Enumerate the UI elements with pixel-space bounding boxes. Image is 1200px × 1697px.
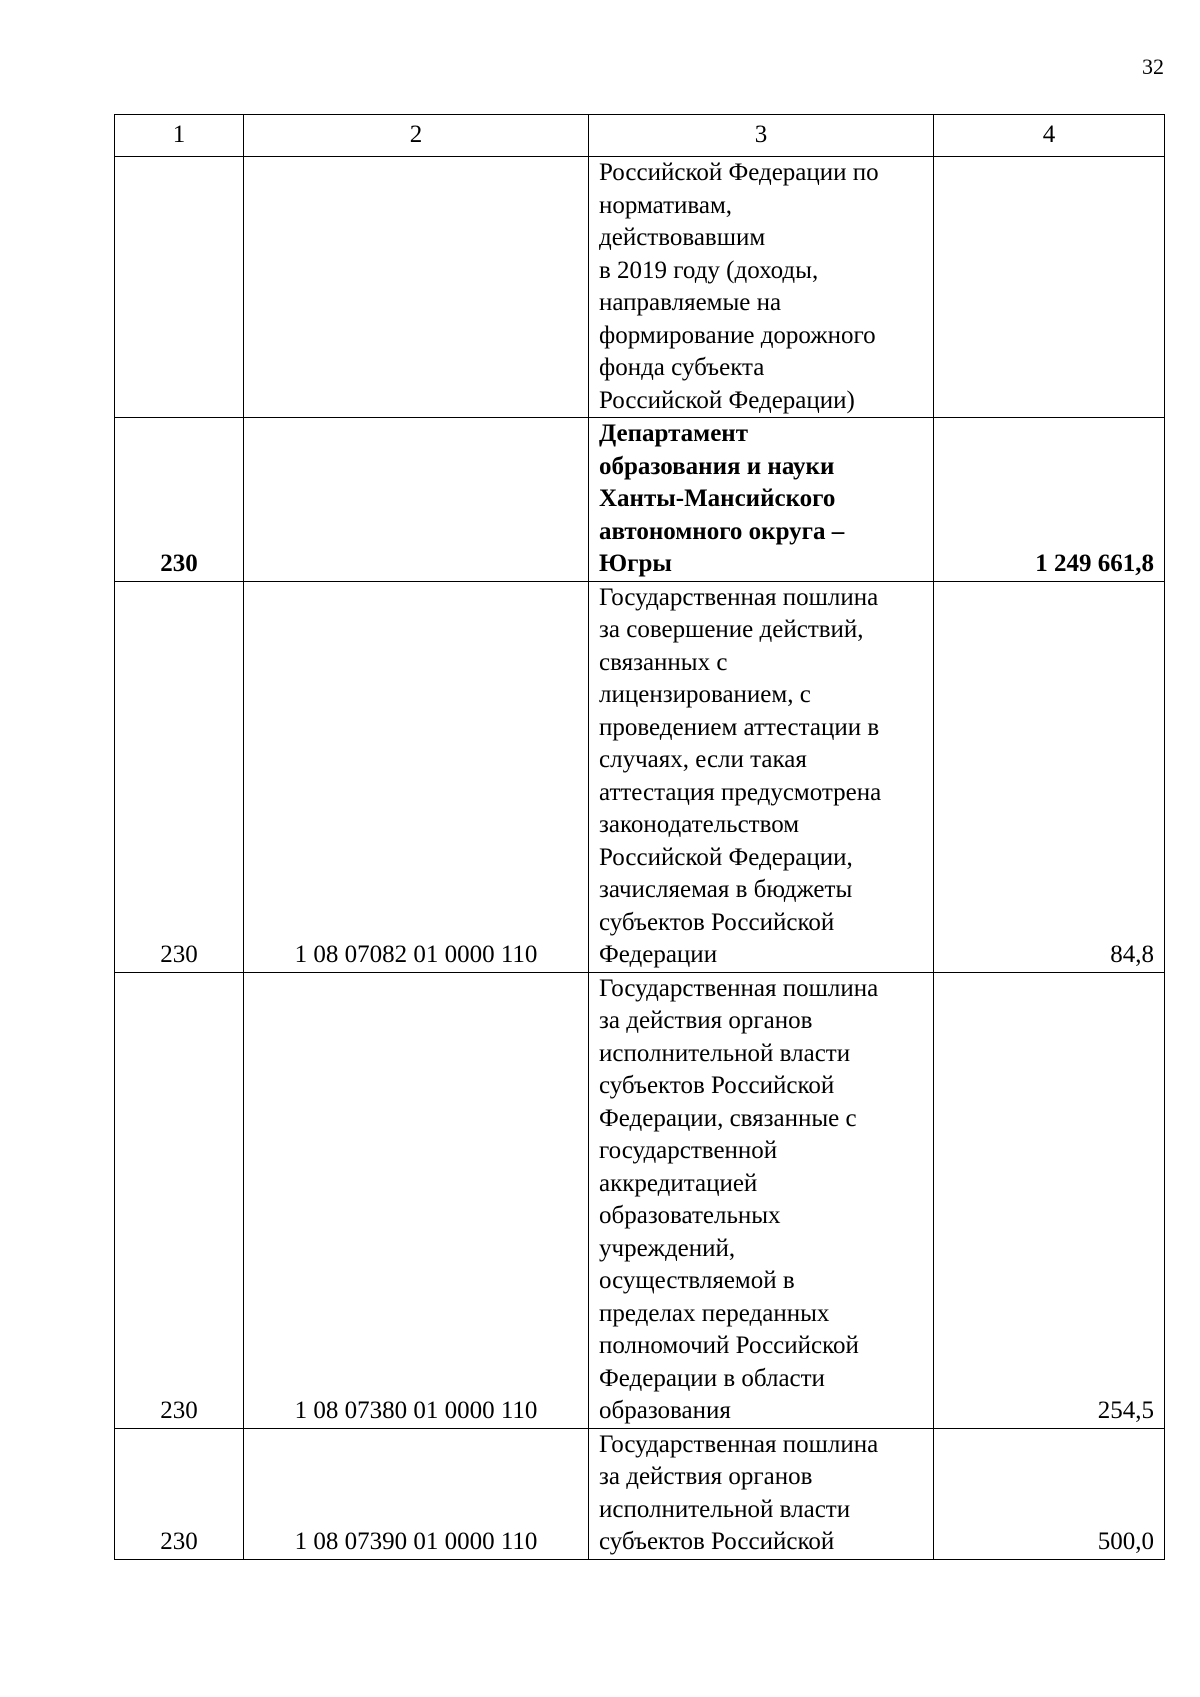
budget-classification-code-cell: 1 08 07380 01 0000 110: [244, 972, 589, 1428]
revenue-name-line: осуществляемой в: [599, 1267, 795, 1294]
revenue-name-line: Государственная пошлина: [599, 583, 879, 611]
revenue-name-line: Югры: [599, 550, 672, 577]
budget-classification-code-cell: 1 08 07390 01 0000 110: [244, 1428, 589, 1559]
revenue-name-line: аттестация предусмотрена: [599, 778, 882, 806]
revenue-name-line: пределах переданных: [599, 1299, 830, 1327]
budget-classification-code-cell: [244, 418, 589, 582]
revenue-name-line: Федерации в области: [599, 1364, 825, 1392]
revenue-name-cell: [589, 1428, 934, 1559]
table-header-row: [115, 115, 1165, 157]
revenue-name-line: проведением аттестации в: [599, 713, 880, 741]
budget-classification-code-cell: 1 08 07082 01 0000 110: [244, 581, 589, 972]
table-body: [115, 157, 1165, 1560]
revenue-name-cell: [589, 418, 934, 582]
revenue-name-line: образования: [599, 1397, 731, 1424]
revenue-name-line: Российской Федерации по: [599, 159, 879, 186]
revenue-name-line: Федерации: [599, 941, 718, 968]
table-row: [115, 581, 1165, 972]
revenue-name-line: образования и науки: [599, 452, 835, 480]
revenue-name-line: полномочий Российской: [599, 1332, 859, 1359]
amount-cell: [934, 157, 1165, 418]
revenue-name-line: в 2019 году (доходы,: [599, 256, 819, 284]
revenue-name-line: связанных с: [599, 648, 728, 676]
revenue-name-line: Российской Федерации,: [599, 843, 853, 871]
revenue-name-line: Российской Федерации): [599, 386, 855, 414]
revenue-name-line: направляемые на: [599, 289, 782, 316]
revenue-name-line: за действия органов: [599, 1007, 813, 1034]
revenue-name-line: исполнительной власти: [599, 1039, 851, 1067]
revenue-name-line: за совершение действий,: [599, 616, 864, 643]
revenue-name-line: Департамент: [599, 420, 748, 447]
header-cell-1: 1: [115, 115, 244, 157]
table-row: [115, 418, 1165, 582]
revenue-name-cell: [589, 581, 934, 972]
revenue-name-line: автономного округа –: [599, 517, 845, 545]
revenue-name-line: Ханты-Мансийского: [599, 485, 836, 512]
amount-cell: 254,5: [934, 972, 1165, 1428]
admin-code-cell: [115, 157, 244, 418]
header-cell-3: 3: [589, 115, 934, 157]
revenue-name-line: Государственная пошлина: [599, 974, 879, 1002]
revenue-name-line: случаях, если такая: [599, 746, 807, 773]
revenue-name-cell: [589, 972, 934, 1428]
revenue-name-line: аккредитацией: [599, 1169, 758, 1197]
revenue-name-line: субъектов Российской: [599, 1528, 835, 1555]
revenue-name-line: субъектов Российской: [599, 1072, 835, 1099]
revenue-name-line: фонда субъекта: [599, 354, 765, 381]
revenue-name-line: формирование дорожного: [599, 321, 876, 349]
revenue-name-line: законодательством: [599, 811, 800, 838]
revenue-name-line: зачисляемая в бюджеты: [599, 876, 853, 903]
admin-code-cell: 230: [115, 1428, 244, 1559]
table-row: [115, 157, 1165, 418]
page-number: 32: [1142, 54, 1164, 79]
amount-cell: 1 249 661,8: [934, 418, 1165, 582]
revenue-name-line: нормативам,: [599, 191, 733, 219]
amount-cell: 500,0: [934, 1428, 1165, 1559]
budget-revenue-table: [114, 114, 1165, 1560]
admin-code-cell: 230: [115, 418, 244, 582]
table-row: [115, 1428, 1165, 1559]
table-row: [115, 972, 1165, 1428]
admin-code-cell: 230: [115, 972, 244, 1428]
header-cell-4: 4: [934, 115, 1165, 157]
revenue-name-line: за действия органов: [599, 1463, 813, 1490]
budget-classification-code-cell: [244, 157, 589, 418]
revenue-name-line: учреждений,: [599, 1234, 736, 1262]
revenue-name-line: государственной: [599, 1137, 778, 1164]
revenue-name-cell: [589, 157, 934, 418]
revenue-name-line: действовавшим: [599, 224, 766, 251]
amount-cell: 84,8: [934, 581, 1165, 972]
header-cell-2: 2: [244, 115, 589, 157]
revenue-name-line: субъектов Российской: [599, 908, 835, 936]
admin-code-cell: 230: [115, 581, 244, 972]
revenue-name-line: исполнительной власти: [599, 1495, 851, 1523]
revenue-name-line: Федерации, связанные с: [599, 1104, 857, 1132]
revenue-name-line: образовательных: [599, 1202, 781, 1229]
revenue-name-line: лицензированием, с: [599, 681, 811, 708]
revenue-name-line: Государственная пошлина: [599, 1430, 879, 1458]
